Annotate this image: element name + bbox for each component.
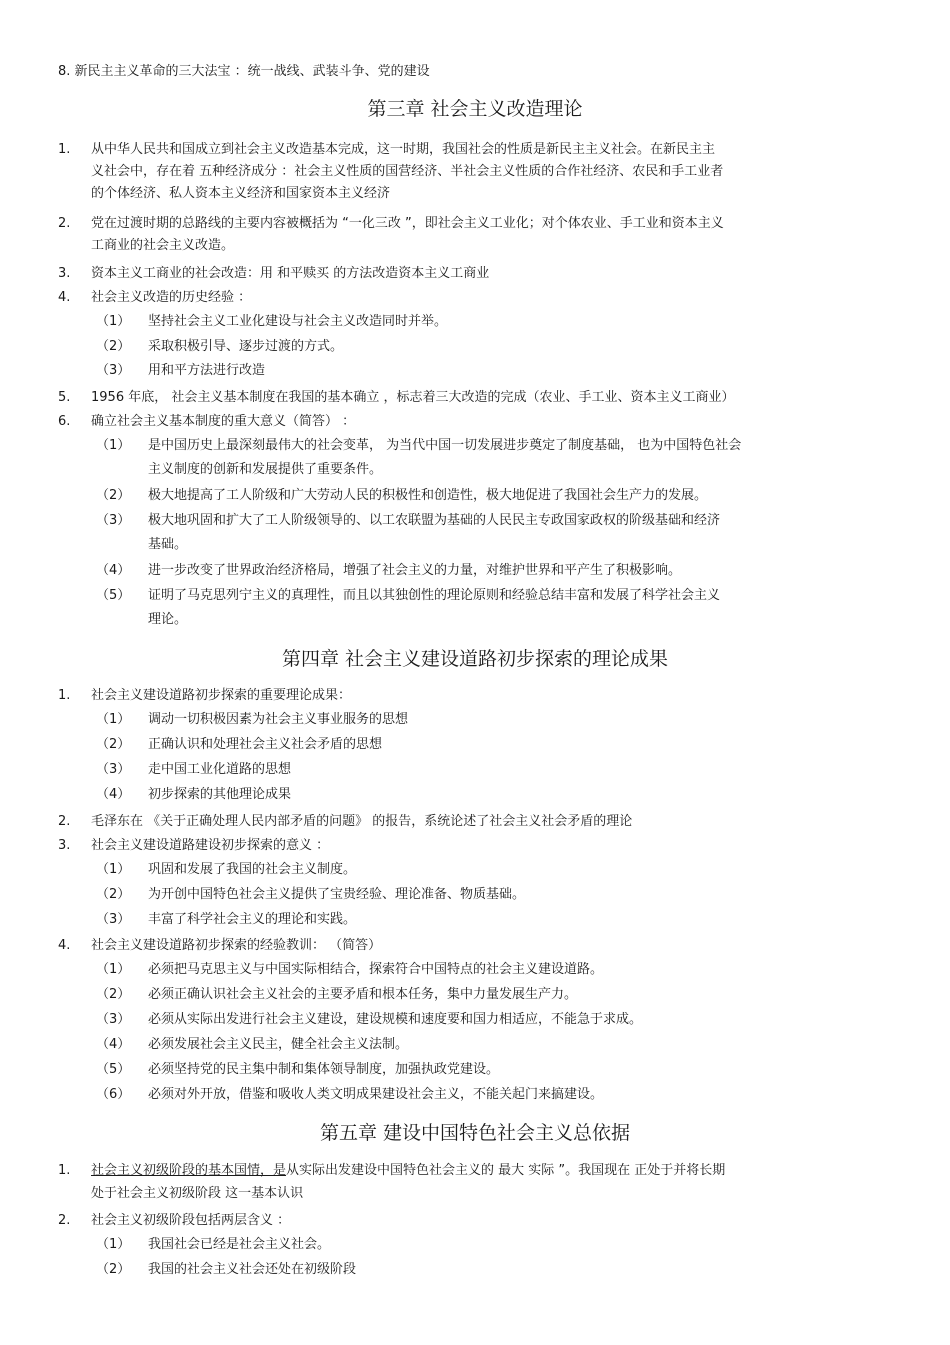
ch3-item-1-line-1: 从中华人民共和国成立到社会主义改造基本完成，这一时期，我国社会的性质是新民主主义社会。在新民主主 [91,142,716,157]
ch4-item-4-sub-6: 必须对外开放，借鉴和吸收人类文明成果建设社会主义，不能关起门来搞建设。 [148,1087,604,1102]
ch4-item-2-number: 2. [58,814,71,829]
ch3-item-2-line-1: 党在过渡时期的总路线的主要内容被概括为 “一化三改 ”，即社会主义工业化；对个体农业、手工业和资本主义 [91,216,724,231]
ch4-item-1-line-1: 社会主义建设道路初步探索的重要理论成果： [91,688,352,703]
ch4-item-3-sub-1-number: （1） [96,862,131,877]
ch4-item-4-sub-6-number: （6） [96,1087,131,1102]
ch4-item-3-number: 3. [58,838,71,853]
ch3-item-6-sub-1-number: （1） [96,438,131,453]
ch3-item-4-sub-2: 采取积极引导、逐步过渡的方式。 [148,339,344,354]
chapter-4-title: 第四章 社会主义建设道路初步探索的理论成果 [281,648,669,670]
ch5-item-2-sub-2: 我国的社会主义社会还处在初级阶段 [148,1262,357,1277]
ch3-item-4-sub-3-number: （3） [96,363,131,378]
ch3-item-3-number: 3. [58,266,71,281]
ch4-item-1-sub-2-number: （2） [96,737,131,752]
ch4-item-4-sub-2: 必须正确认识社会主义社会的主要矛盾和根本任务，集中力量发展生产力。 [148,987,578,1002]
ch3-item-6-sub-4-number: （4） [96,563,131,578]
ch3-item-4-sub-2-number: （2） [96,339,131,354]
ch3-item-2-number: 2. [58,216,71,231]
ch3-item-6-sub-1-line-1: 是中国历史上最深刻最伟大的社会变革， 为当代中国一切发展进步奠定了制度基础， 也为中国特色社会 [148,438,742,453]
ch3-item-4-line-1: 社会主义改造的历史经验 ： [91,290,252,305]
chapter-3-title: 第三章 社会主义改造理论 [367,98,583,120]
ch4-item-1-number: 1. [58,688,71,703]
ch4-item-1-sub-4-number: （4） [96,787,131,802]
ch3-item-2-line-2: 工商业的社会主义改造。 [91,238,235,253]
ch3-item-6-number: 6. [58,414,71,429]
ch3-item-4-sub-1-number: （1） [96,314,131,329]
ch3-item-6-sub-1-line-2: 主义制度的创新和发展提供了重要条件。 [148,462,383,477]
ch4-item-3-line-1: 社会主义建设道路建设初步探索的意义 ： [91,838,330,853]
ch4-item-3-sub-1: 巩固和发展了我国的社会主义制度。 [148,862,357,877]
ch3-item-6-sub-3-line-2: 基础。 [148,537,188,552]
ch5-item-1-line-1-rest: 从实际出发建设中国特色社会主义的 最大 实际 ”。我国现在 正处于并将长期 [286,1163,726,1178]
item-8-text: 8. 新民主主义革命的三大法宝 ：统一战线、武装斗争、党的建设 [58,64,430,79]
ch3-item-6-sub-2-number: （2） [96,488,131,503]
ch4-item-3-sub-2-number: （2） [96,887,131,902]
basic-national-condition-underlined: 社会主义初级阶段的基本国情，是 [91,1163,287,1178]
ch3-item-6-sub-2: 极大地提高了工人阶级和广大劳动人民的积极性和创造性，极大地促进了我国社会生产力的发展。 [148,488,708,503]
ch4-item-4-sub-4-number: （4） [96,1037,131,1052]
ch3-item-6-sub-4: 进一步改变了世界政治经济格局，增强了社会主义的力量，对维护世界和平产生了积极影响。 [148,563,682,578]
ch4-item-4-sub-4: 必须发展社会主义民主，健全社会主义法制。 [148,1037,409,1052]
ch4-item-3-sub-3: 丰富了科学社会主义的理论和实践。 [148,912,357,927]
ch4-item-4-sub-1-number: （1） [96,962,131,977]
ch4-item-4-sub-2-number: （2） [96,987,131,1002]
ch3-item-6-sub-5-number: （5） [96,588,131,603]
ch5-item-2-sub-1-number: （1） [96,1237,131,1252]
ch5-item-2-sub-1: 我国社会已经是社会主义社会。 [148,1237,331,1252]
ch3-item-4-sub-1: 坚持社会主义工业化建设与社会主义改造同时并举。 [148,314,448,329]
ch4-item-4-line-1: 社会主义建设道路初步探索的经验教训： （简答） [91,938,382,953]
ch5-item-1-line-2: 处于社会主义初级阶段 这一基本认识 [91,1186,304,1201]
chapter-5-title: 第五章 建设中国特色社会主义总依据 [319,1122,631,1144]
ch3-item-6-sub-3-line-1: 极大地巩固和扩大了工人阶级领导的、以工农联盟为基础的人民民主专政国家政权的阶级基础和经济 [148,513,721,528]
ch4-item-1-sub-4: 初步探索的其他理论成果 [148,787,292,802]
ch3-item-5-number: 5. [58,390,71,405]
ch3-item-3-line-1: 资本主义工商业的社会改造：用 和平赎买 的方法改造资本主义工商业 [91,266,490,281]
ch5-item-2-line-1: 社会主义初级阶段包括两层含义 ： [91,1213,291,1228]
ch3-item-4-number: 4. [58,290,71,305]
ch4-item-1-sub-3: 走中国工业化道路的思想 [148,762,292,777]
ch3-item-6-sub-5-line-1: 证明了马克思列宁主义的真理性，而且以其独创性的理论原则和经验总结丰富和发展了科学社会主义 [148,588,721,603]
ch4-item-3-sub-3-number: （3） [96,912,131,927]
ch5-item-1-number: 1. [58,1163,71,1178]
ch3-item-1-line-3: 的个体经济、私人资本主义经济和国家资本主义经济 [91,186,391,201]
ch4-item-4-number: 4. [58,938,71,953]
ch3-item-6-sub-5-line-2: 理论。 [148,612,188,627]
ch4-item-3-sub-2: 为开创中国特色社会主义提供了宝贵经验、理论准备、物质基础。 [148,887,526,902]
ch3-item-4-sub-3: 用和平方法进行改造 [148,363,266,378]
ch4-item-1-sub-1-number: （1） [96,712,131,727]
ch5-item-2-sub-2-number: （2） [96,1262,131,1277]
ch4-item-1-sub-3-number: （3） [96,762,131,777]
ch3-item-1-line-2: 义社会中，存在着 五种经济成分 ：社会主义性质的国营经济、半社会主义性质的合作社经济、农民和手工业者 [91,164,724,179]
ch4-item-2-line-1: 毛泽东在 《关于正确处理人民内部矛盾的问题》 的报告，系统论述了社会主义社会矛盾的理论 [91,814,633,829]
ch3-item-1-number: 1. [58,142,71,157]
ch4-item-4-sub-5-number: （5） [96,1062,131,1077]
ch3-item-6-line-1: 确立社会主义基本制度的重大意义（简答） ： [91,414,356,429]
ch4-item-1-sub-2: 正确认识和处理社会主义社会矛盾的思想 [148,737,383,752]
ch5-item-1-line-1 [91,1163,725,1179]
ch4-item-4-sub-5: 必须坚持党的民主集中制和集体领导制度，加强执政党建设。 [148,1062,500,1077]
ch4-item-4-sub-3-number: （3） [96,1012,131,1027]
ch3-item-5-line-1: 1956 年底， 社会主义基本制度在我国的基本确立 ，标志着三大改造的完成（农业、手工业、资本主义工商业） [91,390,735,405]
ch4-item-4-sub-3: 必须从实际出发进行社会主义建设，建设规模和速度要和国力相适应，不能急于求成。 [148,1012,643,1027]
ch4-item-4-sub-1: 必须把马克思主义与中国实际相结合，探索符合中国特点的社会主义建设道路。 [148,962,604,977]
ch4-item-1-sub-1: 调动一切积极因素为社会主义事业服务的思想 [148,712,409,727]
ch5-item-2-number: 2. [58,1213,71,1228]
ch3-item-6-sub-3-number: （3） [96,513,131,528]
